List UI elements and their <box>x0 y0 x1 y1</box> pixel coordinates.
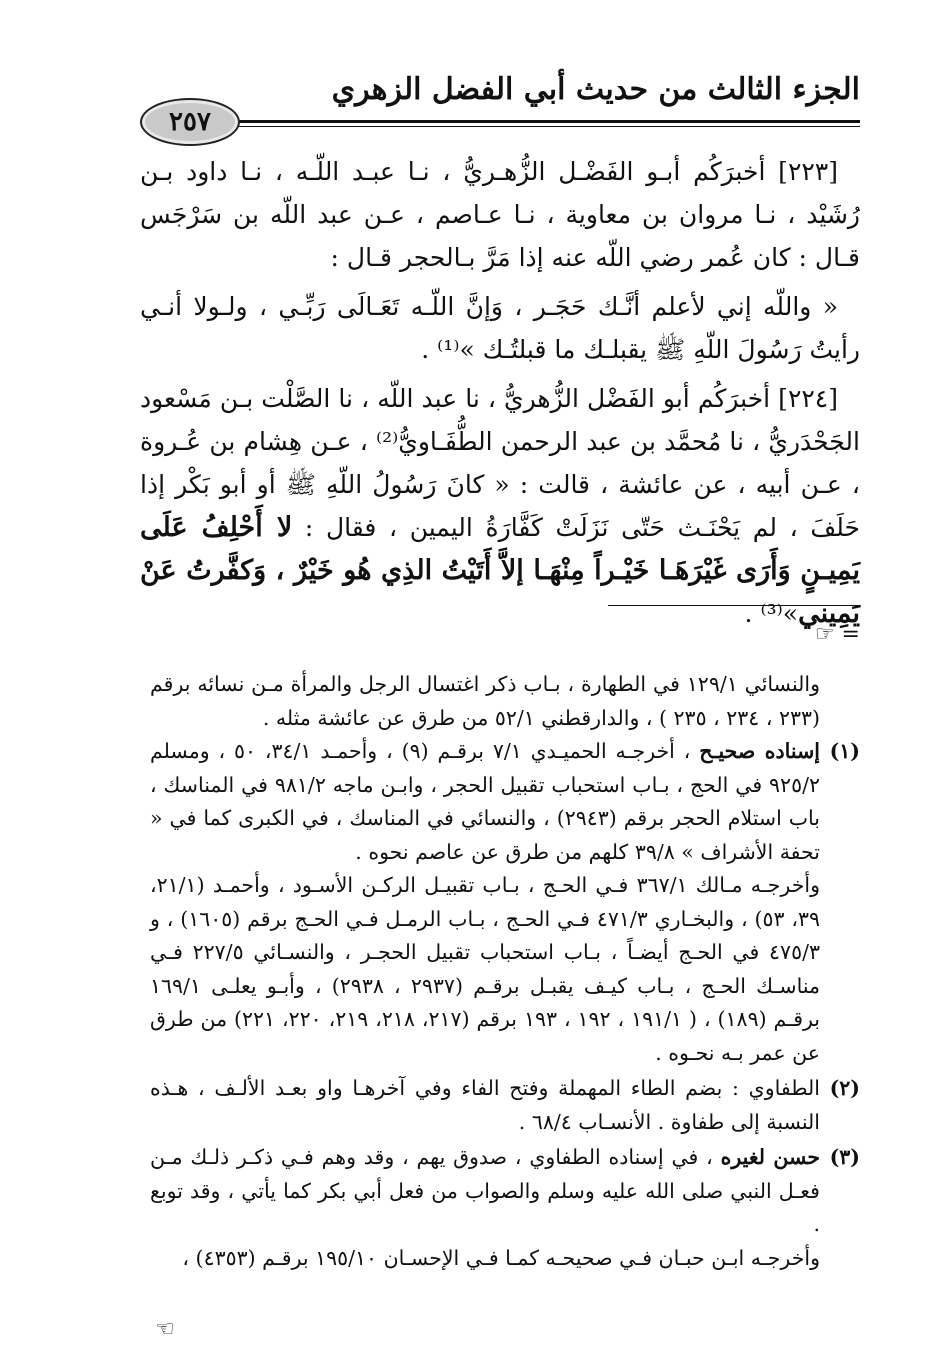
footnote-3-text-2: وأخرجـه ابـن حبـان فـي صحيحـه كمـا فـي الإحسـان ١٩٥/١٠ برقـم (٤٣٥٣) ، <box>182 1245 820 1270</box>
next-page-mark: ☜ <box>155 1317 175 1342</box>
hadith-223: [٢٢٣] أخبرَكُم أبـو الفَضْـل الزُّهـريُّ ، نـا عبـد اللّـه ، نـا داود بـن رُشَيْد ، نـا مروان بن معاوية ، نـا عـاصم ، عـن عبد اللّه بن سَرْجَس قـال : كان عُمر رضي اللّه عنه إذا مَرَّ بـالحجر قـال : <box>140 157 860 272</box>
footnote-3 <box>150 1141 860 1275</box>
footnote-2-text: الطفاوي : بضم الطاء المهملة وفتح الفاء وفي آخرهـا واو بعـد الألـف ، هـذه النسبة إلى طفاوة . الأنسـاب ٦٨/٤ . <box>150 1076 820 1134</box>
hadith-223-quote: « واللّه إني لأعلم أنَّـك حَجَـر ، وَإنَّ اللّـه تَعَـالَى رَبِّـي ، ولـولا أنـي رأيتُ رَسُولَ اللّهِ ﷺ يقبلـك ما قبلتُـك »⁽¹⁾ . <box>140 292 860 364</box>
footnote-1-text-2: وأخرجـه مـالك ٣٦٧/١ فـي الحـج ، بـاب تقبيـل الركـن الأسـود ، وأحمـد (٢١/١، ٣٩، ٥٣) ، والبخـاري ٤٧١/٣ فـي الحـج ، بـاب الرمـل فـي الحـج برقم (١٦٠٥) ، و ٤٧٥/٣ في الحـج أيضـاً ، بـاب استحباب تقبيل الحجـر ، والنسـائي ٢٢٧/٥ فـي مناسـك الحـج ، بـاب كيـف يقبـل برقـم (٢٩٣٧ ، ٢٩٣٨) ، وأبـو يعلـى ١٦٩/١ برقـم (١٨٩) ، ( ١٩١/١ ، ١٩٢ ، ١٩٣ برقم (٢١٧، ٢١٨، ٢١٩، ٢٢٠، ٢٢١) من طرق عن عمر بـه نحـوه . <box>150 873 821 1065</box>
hadith-224-end: »⁽³⁾ . <box>744 599 799 628</box>
footnote-1-text: ، أخرجـه الحميـدي ٧/١ برقـم (٩) ، وأحمـد ٣٤/١، ٥٠ ، ومسلم ٩٢٥/٢ في الحج ، بـاب استحباب تقبيل الحجر ، وابـن ماجه ٩٨١/٢ في المناسك ، باب استلام الحجر برقم (٢٩٤٣) ، والنسائي في المناسك ، في الكبرى كما في « تحفة الأشراف » ٣٩/٨ كلهم من طرق عن عاصم نحوه . <box>150 739 820 864</box>
header-rule <box>220 120 860 127</box>
page-number-badge: ٢٥٧ <box>140 98 240 146</box>
footnote-continuation: والنسائي ١٢٩/١ في الطهارة ، بـاب ذكر اغتسال الرجل والمرأة مـن نسائه برقم (٢٣٣ ، ٢٣٤ ، ٢٣٥ ) ، والدارقطني ٥٢/١ من طرق عن عائشة مثله . <box>150 672 820 730</box>
page-header <box>140 68 860 138</box>
hadith-224-text: [٢٢٤] أخبرَكُم أبو الفَضْل الزُّهريُّ ، نا عبد اللّه ، نا الصَّلْت بـن مَسْعود الجَحْدَريُّ ، نا مُحمَّد بن عبد الرحمن الطُّفَـاويُّ⁽²⁾ ، عـن هِشام بن عُـروة ، عـن أبيه ، عن عائشة ، قالت : « كانَ رَسُولُ اللّهِ ﷺ أو أبو بَكْر إذا حَلَفَ ، لم يَحْنَـث حَتّى نَزَلَتْ كَفَّارَةُ اليمين ، فقال : <box>140 384 860 542</box>
hadith-224 <box>140 377 860 635</box>
footnote-1-number: (١) <box>829 739 860 763</box>
footnote-3-number: (٣) <box>829 1145 860 1169</box>
footnotes <box>150 668 860 1277</box>
footnote-1-lead: إسناده صحيـح <box>699 739 820 763</box>
footnote-3-lead: حسن لغيره <box>720 1145 821 1169</box>
footnote-separator <box>608 605 860 606</box>
hadith-224-bold: لا أَحْلِفُ عَلَى يَمِيـنٍ وَأَرَى غَيْرَهَـا خَيْـراً مِنْهَـا إلاَّ أَتَيْتُ الذِي هُو خَيْرٌ ، وَكفَّرتُ عَنْ يَمِيني <box>140 512 860 629</box>
running-title: الجزء الثالث من حديث أبي الفضل الزهري <box>331 72 860 107</box>
main-text <box>140 150 860 641</box>
footnote-2 <box>150 1072 860 1139</box>
continuation-mark: = ☞ <box>814 622 860 647</box>
footnote-2-number: (٢) <box>829 1076 860 1100</box>
footnote-3-text: ، في إسناده الطفاوي ، صدوق يهم ، وقد وهم فـي ذكـر ذلـك مـن فعـل النبي صلى الله عليه وسلم والصواب من فعل أبي بكر كما يأتي ، وقد توبع . <box>150 1145 820 1236</box>
footnote-1 <box>150 735 860 1070</box>
